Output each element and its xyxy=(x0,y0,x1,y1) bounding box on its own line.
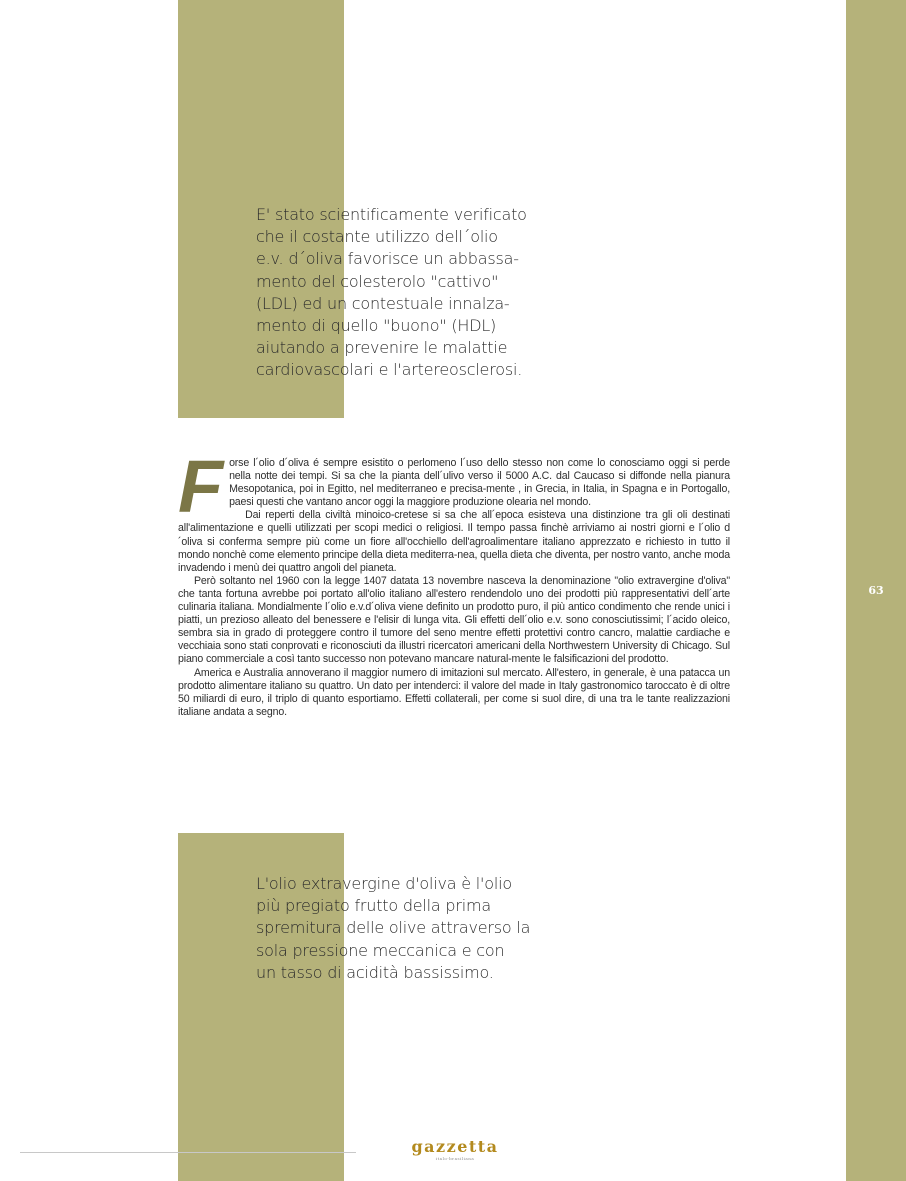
quote-line: mento di quello "buono" (HDL) xyxy=(256,316,497,336)
drop-cap: F xyxy=(178,445,224,528)
article-paragraph: Dai reperti della civiltà minoico-cretese si sa che all´epoca esisteva una distinzione tra gli oli destinati all'alimentazione e quelli utilizzati per scopi medici o religiosi. Il tempo passa finchè arriviamo ai nostri giorni e l´olio d´oliva si conferma sempre più come un fiore all'occhiello dell'agroalimentare italiano apprezzato e richiesto in tutto il mondo nonchè come elemento principe della dieta mediterra-nea, quella dieta che diventa, per nostro vanto, anche moda invadendo i menù dei quattro angoli del pianeta. xyxy=(178,509,730,574)
quote-line: che il costante utilizzo dell´olio xyxy=(256,227,498,247)
quote-line: (LDL) ed un contestuale innalza- xyxy=(256,293,510,313)
article-paragraph xyxy=(178,445,730,528)
logo-wordmark: gazzetta xyxy=(411,1137,499,1156)
pull-quote-top xyxy=(256,204,546,382)
magazine-logo xyxy=(398,1138,512,1161)
quote-line: aiutando a prevenire le malattie xyxy=(256,338,508,358)
quote-line: L'olio extravergine d'oliva è l'olio xyxy=(256,874,512,893)
article-body xyxy=(178,445,730,719)
quote-line: più pregiato frutto della prima xyxy=(256,896,491,916)
footer-rule xyxy=(20,1152,356,1153)
paragraph-text: orse l´olio d´oliva é sempre esistito o perlomeno l´uso dello stesso non come lo conosciamo oggi si perde nella notte dei tempi. Si sa che la pianta dell´ulivo verso il 5000 A.C. dal Caucaso si diffonde nella pianura Mesopotanica, poi in Egitto, nel mediterraneo e precisa-mente , in Grecia, in Italia, in Spagna e in Portogallo, paesi questi che vantano ancor oggi la maggiore produzione olearia nel mondo. xyxy=(229,457,730,509)
pull-quote-bottom xyxy=(256,873,546,984)
article-paragraph: Però soltanto nel 1960 con la legge 1407 datata 13 novembre nasceva la denominazione "olio extravergine d'oliva" che tanta fortuna avrebbe poi portato all'olio italiano all'estero rendendolo uno dei prodotti più rappresentativi dell´arte culinaria italiana. Mondialmente l´olio e.v.d´oliva viene definito un prodotto puro, il più antico condimento che rende unici i piatti, un prezioso alleato del benessere e l'elisir di lunga vita. Gli effetti dell´olio e.v. sono conosciutissimi; l´acido oleico, sembra sia in grado di proteggere contro il tumore del seno mentre effetti protettivi contro cancro, malattie cardiache e vecchiaia sono stati conprovati e riconosciuti da illustri ricercatori americani della Northwestern University di Chicago. Sul piano commerciale a così tanto successo non potevano mancare natural-mente le falsificazioni del prodotto. xyxy=(178,574,730,666)
article-paragraph: America e Australia annoverano il maggior numero di imitazioni sul mercato. All'estero, in generale, è una patacca un prodotto alimentare italiano su quattro. Un dato per intenderci: il valore del made in Italy gastronomico taroccato è di oltre 50 miliardi di euro, il triplo di quanto esportiamo. Effetti collaterali, per come si suol dire, di una tra le tante realizzazioni italiane andata a segno. xyxy=(178,666,730,718)
quote-line: e.v. d´oliva favorisce un abbassa- xyxy=(256,249,519,269)
quote-line: cardiovascolari e l'artereosclerosi. xyxy=(256,360,523,380)
quote-line: un tasso di acidità bassissimo. xyxy=(256,962,494,982)
quote-line: spremitura delle olive attraverso la xyxy=(256,918,531,938)
page-number: 63 xyxy=(868,584,884,597)
quote-line: E' stato scientificamente verificato xyxy=(256,205,527,224)
quote-line: mento del colesterolo "cattivo" xyxy=(256,271,499,291)
logo-subtitle: italo-brasiliana xyxy=(435,1156,475,1161)
quote-line: sola pressione meccanica e con xyxy=(256,940,505,960)
